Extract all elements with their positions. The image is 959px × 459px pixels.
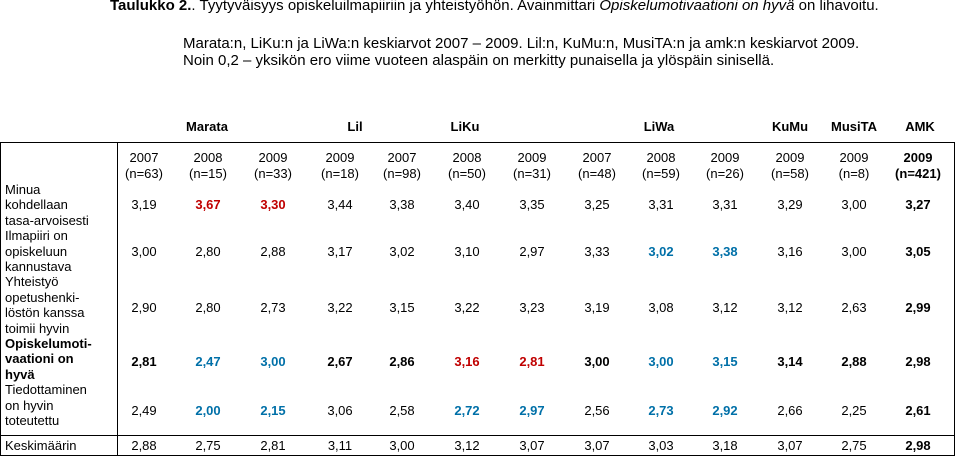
table-cell: 3,17 (327, 244, 353, 259)
row-label-line: hyvä (5, 366, 35, 382)
column-year: 2008 (452, 150, 482, 165)
table-cell: 3,35 (519, 197, 545, 212)
column-sample-size: (n=18) (321, 166, 359, 181)
column-year: 2009 (839, 150, 869, 165)
table-cell: 2,67 (327, 354, 353, 369)
average-row-label: Keskimäärin (5, 438, 77, 453)
column-year: 2009 (517, 150, 547, 165)
column-header (758, 150, 822, 182)
column-header (176, 150, 240, 182)
column-sample-size: (n=50) (448, 166, 486, 181)
table-caption (110, 0, 959, 15)
column-header (112, 150, 176, 182)
column-header (629, 150, 693, 182)
table-cell: 2,25 (841, 403, 867, 418)
table-cell: 3,06 (327, 403, 353, 418)
caption-line-2: Marata:n, LiKu:n ja LiWa:n keskiarvot 2007 – 2009. Lil:n, KuMu:n, MusiTA:n ja amk:n keskiarvot 2009. (183, 35, 860, 52)
row-labels (5, 182, 117, 429)
column-header (435, 150, 499, 182)
caption-line-3: Noin 0,2 – yksikön ero viime vuoteen alaspäin on merkitty punaisella ja ylöspäin sinisellä. (183, 52, 775, 69)
table-cell: 3,00 (131, 244, 157, 259)
row-label-line: vaationi on (5, 351, 74, 367)
row-label-line: opetushenki- (5, 289, 80, 305)
average-cell: 3,03 (648, 438, 674, 453)
column-year: 2009 (325, 150, 355, 165)
column-sample-size: (n=58) (771, 166, 809, 181)
column-year: 2008 (193, 150, 223, 165)
table-cell: 3,02 (648, 244, 674, 259)
table-cell: 2,99 (905, 300, 931, 315)
column-sample-size: (n=421) (895, 166, 941, 181)
average-cell: 3,07 (777, 438, 803, 453)
table-cell: 3,05 (905, 244, 931, 259)
table-cell: 3,31 (712, 197, 738, 212)
table-cell: 3,33 (584, 244, 610, 259)
average-cell: 2,75 (841, 438, 867, 453)
average-row-divider (0, 435, 955, 436)
row-label-line: löstön kanssa (5, 305, 85, 321)
row-label-line: kannustava (5, 259, 72, 275)
average-cell: 3,18 (712, 438, 738, 453)
column-year: 2009 (903, 150, 933, 165)
row-label-line: Minua (5, 182, 41, 197)
table-cell: 3,19 (131, 197, 157, 212)
column-sample-size: (n=63) (125, 166, 163, 181)
caption-key-metric: Opiskelumotivaationi on hyvä (599, 0, 795, 14)
table-cell: 2,98 (905, 354, 931, 369)
table-cell: 3,22 (327, 300, 353, 315)
column-sample-size: (n=98) (383, 166, 421, 181)
column-header (822, 150, 886, 182)
row-label-line: toimii hyvin (5, 320, 70, 336)
average-cell: 2,98 (905, 438, 931, 453)
average-cell: 3,12 (454, 438, 480, 453)
table-cell: 2,88 (260, 244, 286, 259)
table-cell: 3,44 (327, 197, 353, 212)
table-cell: 3,16 (454, 354, 480, 369)
table-cell: 3,38 (712, 244, 738, 259)
column-header (886, 150, 950, 182)
table-cell: 2,90 (131, 300, 157, 315)
table-cell: 3,10 (454, 244, 480, 259)
column-sample-size: (n=48) (578, 166, 616, 181)
table-cell: 3,23 (519, 300, 545, 315)
row-label-line: toteutettu (5, 413, 60, 429)
table-cell: 2,47 (195, 354, 221, 369)
average-cell: 2,88 (131, 438, 157, 453)
column-year: 2007 (129, 150, 159, 165)
table-cell: 3,00 (841, 197, 867, 212)
row-label-line: Ilmapiiri on (5, 228, 68, 244)
column-sample-size: (n=26) (706, 166, 744, 181)
table-cell: 2,81 (131, 354, 157, 369)
column-year: 2009 (710, 150, 740, 165)
column-year: 2009 (775, 150, 805, 165)
table-cell: 2,00 (195, 403, 221, 418)
row-label-line: Opiskelumoti- (5, 336, 92, 352)
row-label-line: kohdellaan (5, 197, 68, 213)
table-cell: 2,97 (519, 244, 545, 259)
table-cell: 3,00 (841, 244, 867, 259)
caption-title: Taulukko 2. (110, 0, 192, 14)
average-cell: 3,07 (584, 438, 610, 453)
average-cell: 3,07 (519, 438, 545, 453)
table-cell: 2,56 (584, 403, 610, 418)
table-cell: 3,00 (260, 354, 286, 369)
table-cell: 3,38 (389, 197, 415, 212)
row-label-line: on hyvin (5, 397, 54, 413)
table-cell: 2,80 (195, 300, 221, 315)
table-cell: 3,12 (712, 300, 738, 315)
table-cell: 3,02 (389, 244, 415, 259)
table-cell: 3,29 (777, 197, 803, 212)
column-year: 2009 (258, 150, 288, 165)
table-cell: 2,63 (841, 300, 867, 315)
column-year: 2007 (387, 150, 417, 165)
column-sample-size: (n=15) (189, 166, 227, 181)
group-header-amk: AMK (905, 119, 935, 134)
column-sample-size: (n=31) (513, 166, 551, 181)
table-cell: 2,81 (519, 354, 545, 369)
group-header-lil: Lil (347, 119, 363, 134)
column-header (370, 150, 434, 182)
average-cell: 2,81 (260, 438, 286, 453)
group-header-liku: LiKu (450, 119, 480, 134)
table-cell: 3,16 (777, 244, 803, 259)
table-cell: 2,97 (519, 403, 545, 418)
column-header (565, 150, 629, 182)
table-cell: 3,22 (454, 300, 480, 315)
row-label-line: Yhteistyö (5, 274, 59, 290)
table-cell: 3,31 (648, 197, 674, 212)
table-cell: 3,12 (777, 300, 803, 315)
table-cell: 2,61 (905, 403, 931, 418)
row-label-line: opiskeluun (5, 243, 68, 259)
table-cell: 3,67 (195, 197, 221, 212)
table-cell: 3,19 (584, 300, 610, 315)
table-cell: 3,08 (648, 300, 674, 315)
table-cell: 3,15 (389, 300, 415, 315)
table-cell: 2,15 (260, 403, 286, 418)
table-cell: 3,14 (777, 354, 803, 369)
table-cell: 2,73 (648, 403, 674, 418)
group-header-marata: Marata (186, 119, 228, 134)
table-cell: 2,73 (260, 300, 286, 315)
average-cell: 2,75 (195, 438, 221, 453)
column-year: 2007 (582, 150, 612, 165)
caption-end: on lihavoitu. (794, 0, 879, 14)
table-cell: 3,40 (454, 197, 480, 212)
table-cell: 2,66 (777, 403, 803, 418)
caption-text: . Tyytyväisyys opiskeluilmapiiriin ja yhteistyöhön. Avainmittari (191, 0, 600, 14)
group-header-musita: MusiTA (831, 119, 877, 134)
table-cell: 2,80 (195, 244, 221, 259)
average-cell: 3,11 (327, 438, 353, 453)
row-label-line: tasa-arvoisesti (5, 212, 89, 228)
column-divider (117, 142, 118, 456)
average-cell: 3,00 (389, 438, 415, 453)
column-sample-size: (n=59) (642, 166, 680, 181)
table-cell: 3,25 (584, 197, 610, 212)
group-header-liwa: LiWa (643, 119, 675, 134)
table-cell: 3,00 (648, 354, 674, 369)
table-cell: 3,30 (260, 197, 286, 212)
table-cell: 2,86 (389, 354, 415, 369)
column-year: 2008 (646, 150, 676, 165)
column-header (693, 150, 757, 182)
table-cell: 2,92 (712, 403, 738, 418)
column-header (500, 150, 564, 182)
column-header (308, 150, 372, 182)
column-sample-size: (n=33) (254, 166, 292, 181)
column-sample-size: (n=8) (838, 166, 870, 181)
group-header-kumu: KuMu (771, 119, 809, 134)
row-label-line: Tiedottaminen (5, 382, 87, 398)
column-header (241, 150, 305, 182)
table-cell: 2,49 (131, 403, 157, 418)
table-cell: 3,15 (712, 354, 738, 369)
table-cell: 3,00 (584, 354, 610, 369)
table-cell: 2,72 (454, 403, 480, 418)
table-cell: 2,58 (389, 403, 415, 418)
table-cell: 2,88 (841, 354, 867, 369)
table-cell: 3,27 (905, 197, 931, 212)
